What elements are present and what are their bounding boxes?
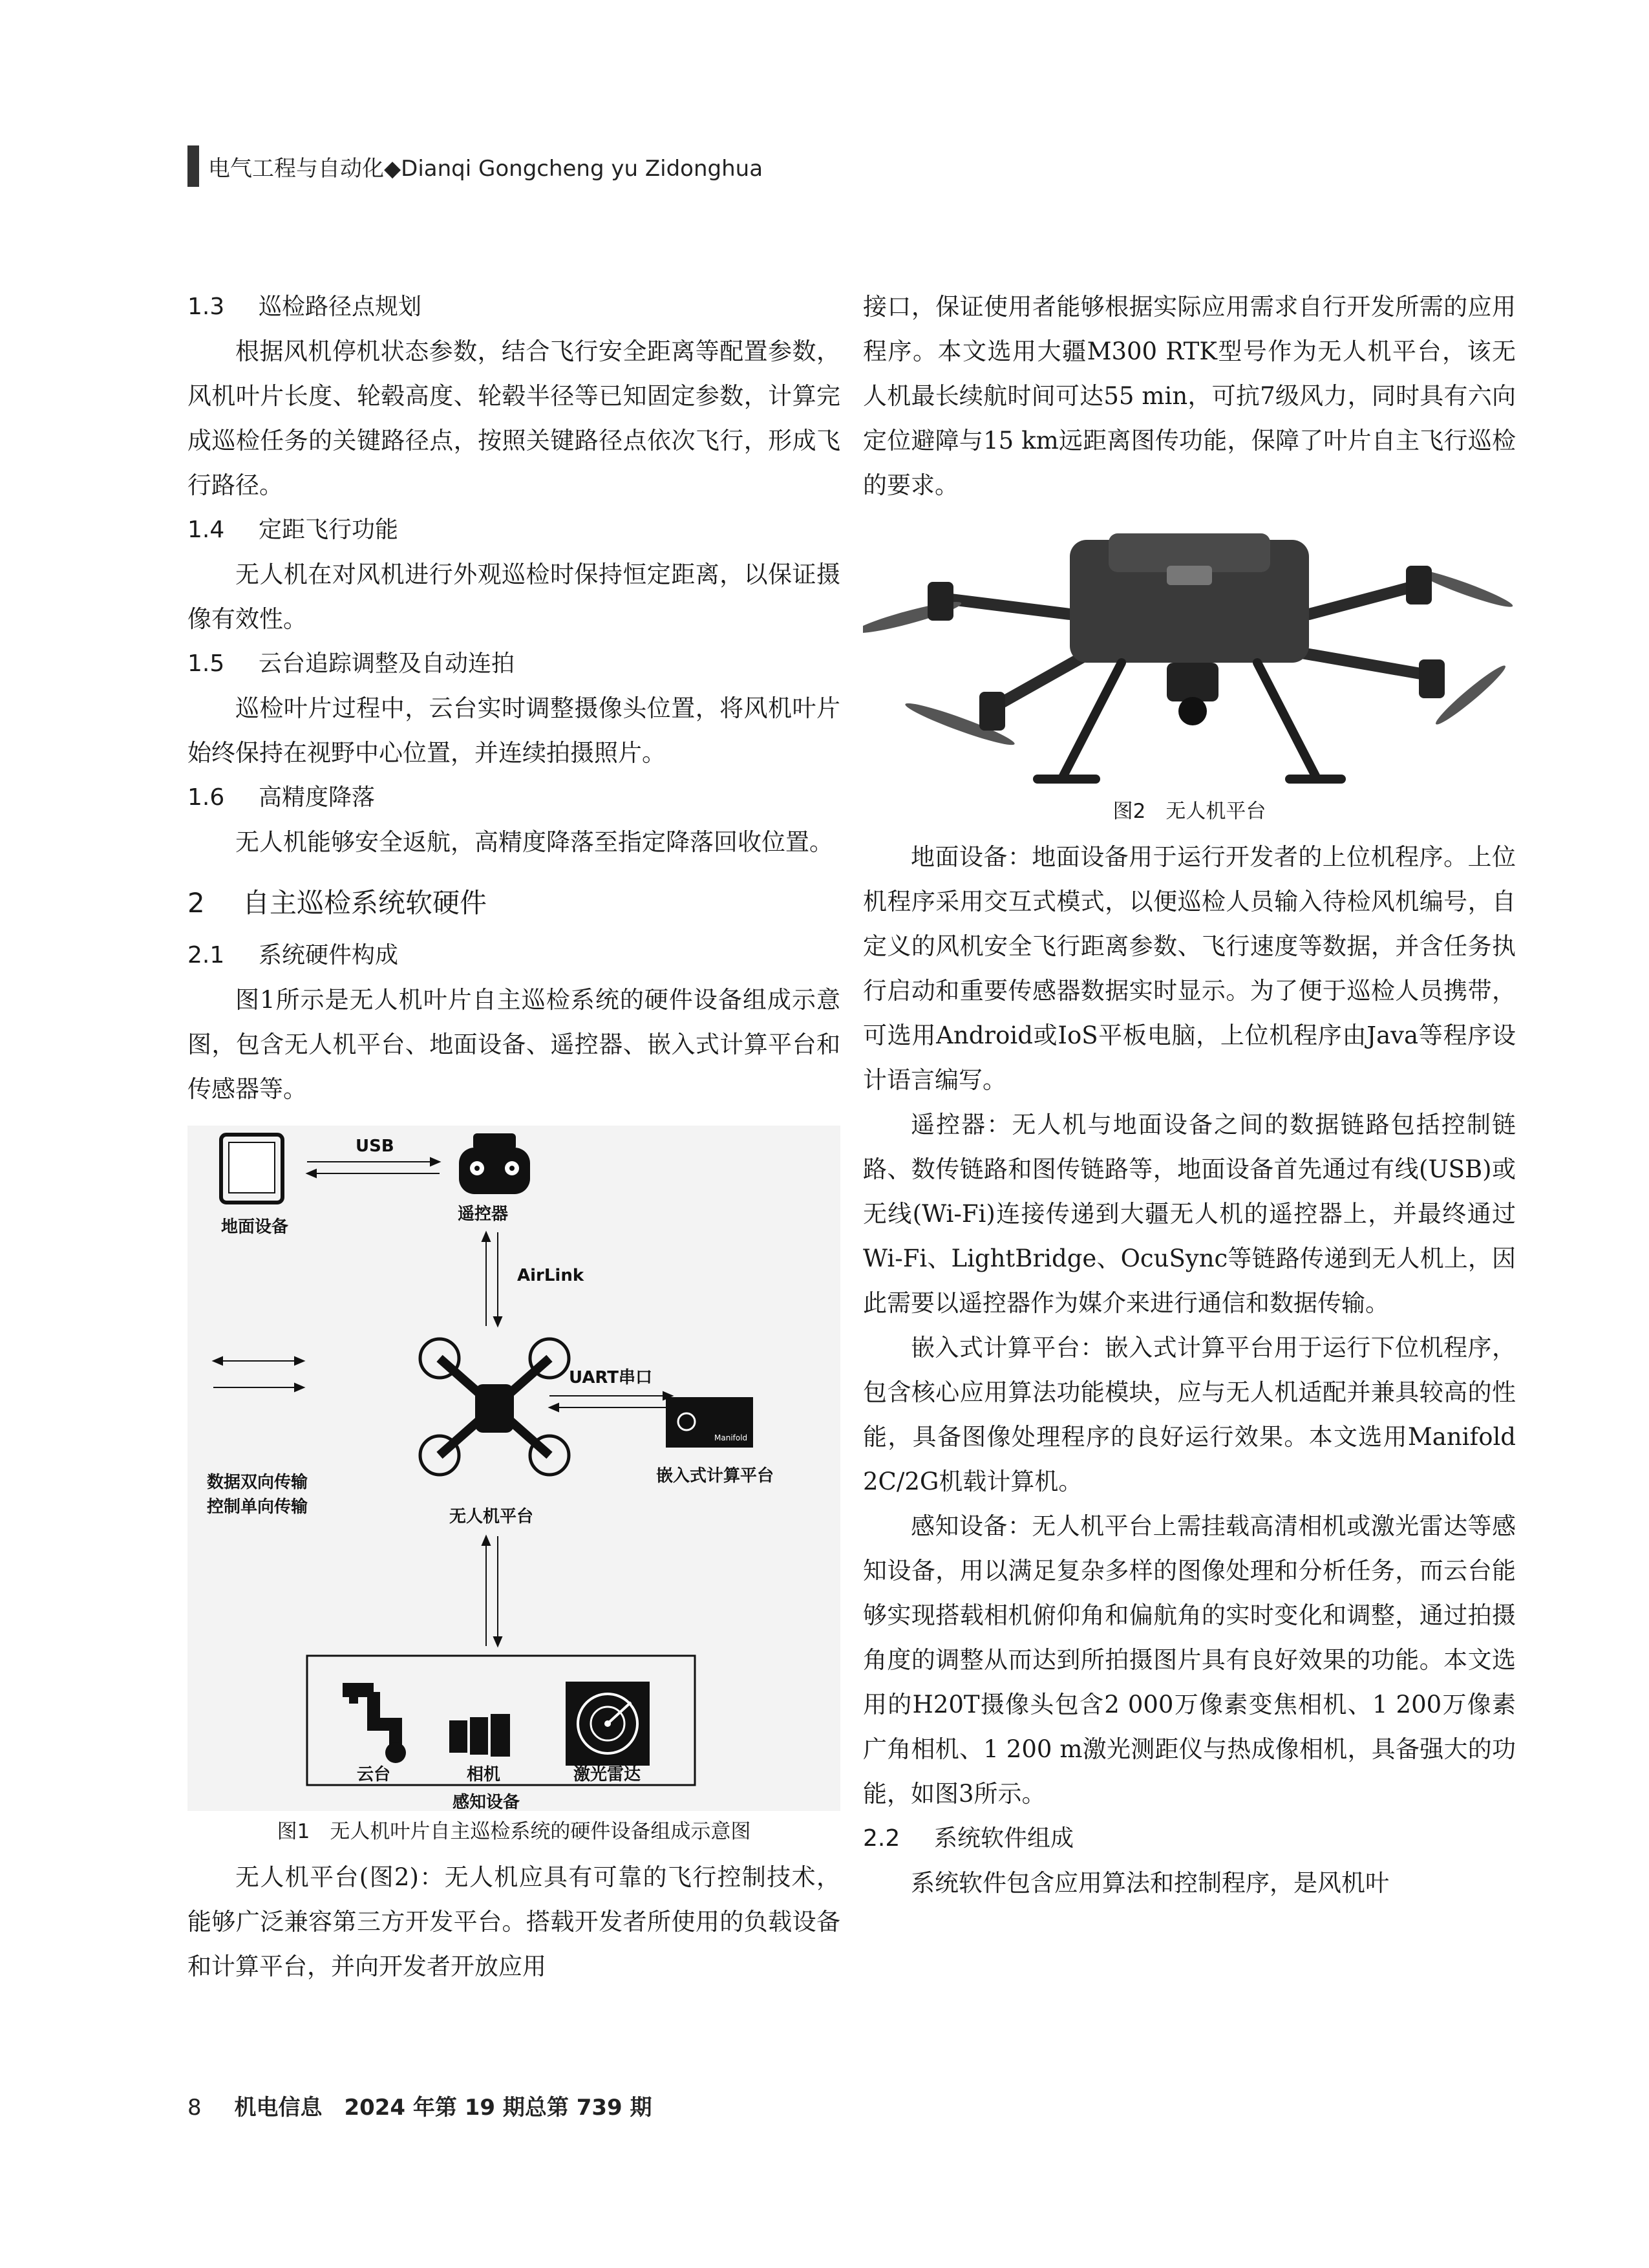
usb-bidirectional-arrow xyxy=(307,1158,440,1177)
figure-2-drone-photo xyxy=(863,527,1516,792)
section-1-6-heading: 1.6 高精度降落 xyxy=(187,784,376,811)
paragraph: 接口，保证使用者能够根据实际应用需求自行开发所需的应用程序。本文选用大疆M300 RTK型号作为无人机平台，该无人机最长续航时间可达55 min，可抗7级风力，同时具有六向定位避障与15 km远距离图传功能，保障了叶片自主飞行巡检的要求。 xyxy=(863,293,1516,499)
gimbal-icon xyxy=(343,1683,406,1763)
running-header xyxy=(187,144,763,189)
uart-label: UART串口 xyxy=(569,1368,653,1387)
remote-controller-label: 遥控器 xyxy=(458,1204,509,1224)
section-2-1-heading: 2.1 系统硬件构成 xyxy=(187,942,399,968)
paragraph: 根据风机停机状态参数，结合飞行安全距离等配置参数，风机叶片长度、轮毂高度、轮毂半径等已知固定参数，计算完成巡检任务的关键路径点，按照关键路径点依次飞行，形成飞行路径。 xyxy=(187,337,840,499)
usb-label: USB xyxy=(356,1137,394,1156)
figure-1-caption: 图1 无人机叶片自主巡检系统的硬件设备组成示意图 xyxy=(277,1820,751,1843)
manifold-computer-icon xyxy=(666,1397,753,1448)
paragraph: 感知设备：无人机平台上需挂载高清相机或激光雷达等感知设备，用以满足复杂多样的图像处理和分析任务，而云台能够实现搭载相机俯仰角和偏航角的实时变化和调整，通过拍摄角度的调整从而达到所拍摄图片具有良好效果的功能。本文选用的H20T摄像头包含2 000万像素变焦相机、1 200万像素广角相机、1 200 m激光测距仪与热成像相机，具备强大的功能，如图3所示。 xyxy=(863,1512,1516,1808)
paragraph: 地面设备：地面设备用于运行开发者的上位机程序。上位机程序采用交互式模式，以便巡检人员输入待检风机编号，自定义的风机安全飞行距离参数、飞行速度等数据，并含任务执行启动和重要传感器数据实时显示。为了便于巡检人员携带，可选用Android或IoS平板电脑，上位机程序由Java等程序设计语言编写。 xyxy=(863,843,1516,1094)
paragraph: 遥控器：无人机与地面设备之间的数据链路包括控制链路、数传链路和图传链路等，地面设备首先通过有线(USB)或无线(Wi-Fi)连接传递到大疆无人机的遥控器上，并最终通过Wi-Fi、LightBridge、OcuSync等链路传递到无人机上，因此需要以遥控器作为媒介来进行通信和数据传输。 xyxy=(863,1111,1516,1317)
drone-photo-illustration xyxy=(863,527,1516,792)
header-bar-mark xyxy=(187,145,199,187)
lidar-label: 激光雷达 xyxy=(573,1765,641,1784)
embedded-platform-label: 嵌入式计算平台 xyxy=(656,1466,774,1486)
paragraph: 无人机能够安全返航，高精度降落至指定降落回收位置。 xyxy=(235,828,833,856)
airlink-label: AirLink xyxy=(517,1266,584,1285)
paragraph: 无人机平台(图2)：无人机应具有可靠的飞行控制技术，能够广泛兼容第三方开发平台。搭载开发者所使用的负载设备和计算平台，并向开发者开放应用 xyxy=(187,1863,840,1980)
section-1-4-heading: 1.4 定距飞行功能 xyxy=(187,517,399,543)
section-2-heading: 2 自主巡检系统软硬件 xyxy=(187,887,487,919)
legend-arrows xyxy=(213,1357,304,1391)
uart-bidirectional-arrow xyxy=(549,1392,672,1411)
ground-device-label: 地面设备 xyxy=(221,1217,289,1237)
remote-controller-icon xyxy=(459,1133,530,1194)
right-column xyxy=(863,284,1516,1905)
tablet-icon xyxy=(221,1135,282,1203)
page-number: 8 xyxy=(187,2095,202,2121)
figure-1-hardware-diagram xyxy=(187,1126,840,1811)
drone-icon xyxy=(420,1339,569,1475)
section-1-5-heading: 1.5 云台追踪调整及自动连拍 xyxy=(187,650,515,677)
camera-icon xyxy=(449,1714,510,1757)
gimbal-label: 云台 xyxy=(357,1765,391,1784)
legend-bidirectional-label: 数据双向传输 xyxy=(207,1473,308,1492)
uav-platform-label: 无人机平台 xyxy=(449,1507,534,1526)
sensing-devices-label: 感知设备 xyxy=(452,1793,520,1811)
figure-2-caption: 图2 无人机平台 xyxy=(1112,800,1266,823)
left-column xyxy=(187,284,840,1989)
manifold-box-label: Manifold xyxy=(714,1433,748,1442)
paragraph: 巡检叶片过程中，云台实时调整摄像头位置，将风机叶片始终保持在视野中心位置，并连续拍摄照片。 xyxy=(187,694,840,767)
paragraph: 图1所示是无人机叶片自主巡检系统的硬件设备组成示意图，包含无人机平台、地面设备、遥控器、嵌入式计算平台和传感器等。 xyxy=(187,986,840,1103)
page-footer xyxy=(187,2090,652,2121)
lidar-radar-icon xyxy=(566,1682,650,1766)
camera-label: 相机 xyxy=(467,1765,501,1784)
airlink-bidirectional-arrow xyxy=(482,1232,502,1326)
paragraph: 系统软件包含应用算法和控制程序，是风机叶 xyxy=(911,1869,1389,1897)
sensing-bidirectional-arrow xyxy=(482,1536,502,1646)
header-text: 电气工程与自动化◆Dianqi Gongcheng yu Zidonghua xyxy=(208,155,763,182)
paragraph: 嵌入式计算平台：嵌入式计算平台用于运行下位机程序，包含核心应用算法功能模块，应与无人机适配并兼具较高的性能，具备图像处理程序的良好运行效果。本文选用Manifold 2C/2G机载计算机。 xyxy=(863,1334,1516,1495)
journal-info: 机电信息 2024 年第 19 期总第 739 期 xyxy=(234,2095,652,2121)
paragraph: 无人机在对风机进行外观巡检时保持恒定距离，以保证摄像有效性。 xyxy=(187,561,840,633)
legend-unidirectional-label: 控制单向传输 xyxy=(207,1497,308,1517)
section-2-2-heading: 2.2 系统软件组成 xyxy=(863,1825,1074,1852)
section-1-3-heading: 1.3 巡检路径点规划 xyxy=(187,294,422,320)
